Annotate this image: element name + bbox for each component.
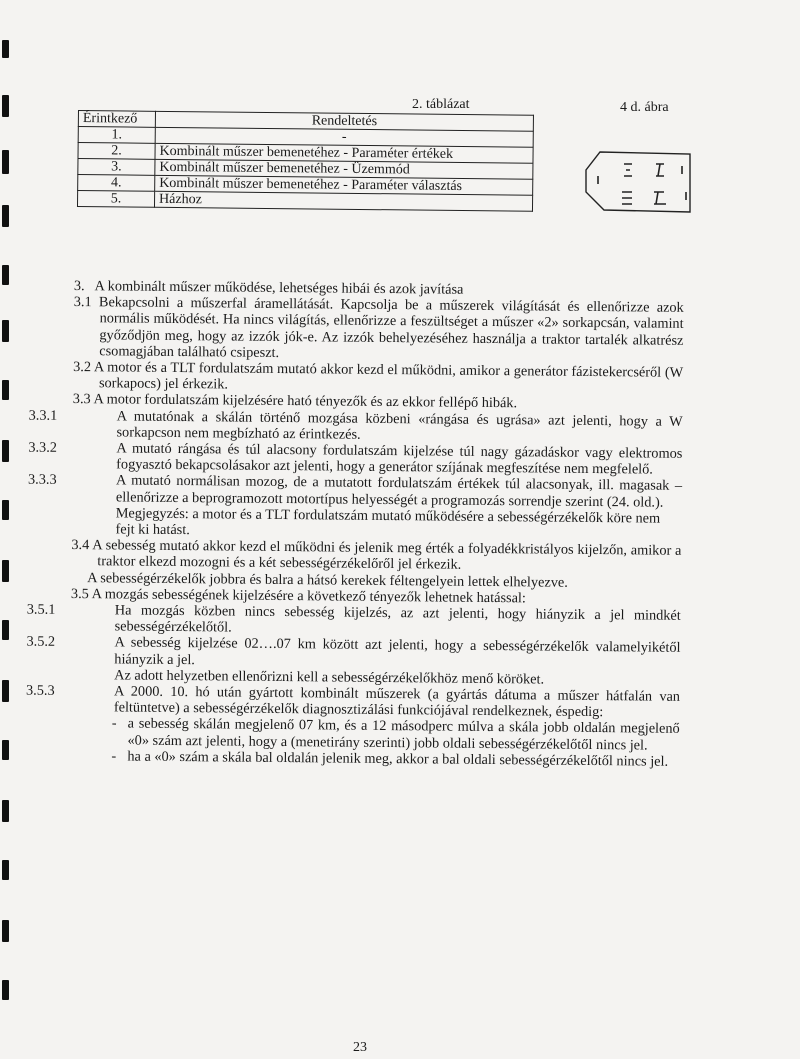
table-caption: 2. táblázat	[412, 97, 470, 112]
table-cell-desc: Kombinált műszer bemenetéhez - Üzemmód	[155, 159, 533, 179]
section-number: 3.2	[73, 359, 92, 376]
section-text: Ha mozgás közben nincs sebesség kijelzés, az azt jelenti, hogy hiányzik a jel mindkét sebességérzékelőtől.	[114, 602, 681, 636]
section-number: 3.5	[70, 585, 89, 603]
bullet-text: ha a «0» szám a skála bal oldalán jelenik meg, akkor a bal oldali sebességérzékelőtől nincs jel.	[127, 748, 669, 770]
section-number: 3.3	[72, 391, 91, 408]
section-number: 3.3.2	[28, 439, 58, 456]
table-cell-desc: Házhoz	[154, 191, 532, 211]
section-text: A sebesség mutató akkor kezd el működni és jelenik meg érték a folyadékkristályos kijelzőn, amikor a traktor elkezd mozogni és a két sebességérzékelőről jel érkezik.	[92, 537, 682, 574]
table-cell-num: 3.	[78, 159, 155, 176]
table-cell-num: 5.	[77, 191, 154, 208]
section-number: 3.1	[73, 294, 92, 311]
table-row	[77, 191, 532, 212]
section-text: A mutatónak a skálán történő mozgása közbeni «rángása és ugrása» azt jelenti, hogy a W sorkapcson nem megbízható az érintkezés.	[116, 408, 683, 443]
section-number: 3.3.3	[27, 472, 57, 489]
section-number: 3.5.1	[26, 601, 56, 618]
table-header-contact: Érintkező	[78, 111, 155, 128]
table-cell-desc: Kombinált műszer bemenetéhez - Paraméter értékek	[155, 143, 533, 163]
connector-table	[77, 110, 534, 212]
bullet-dash: -	[111, 748, 117, 765]
body-text	[25, 278, 684, 770]
table-header-purpose: Rendeltetés	[155, 111, 533, 131]
section-text: A sebesség kijelzése 02….07 km között azt jelenti, hogy a sebességérzékelők valamelyikétől hiányzik a jel.	[114, 634, 681, 668]
section-text: A 2000. 10. hó után gyártott kombinált műszerek (a gyártás dátuma a műszer hátfalán van feltüntetve) a sebességérzékelők diagnosztizálási funkciójával rendelkeznek, éspedig:	[113, 683, 681, 721]
section-text: A mutató normálisan mozog, de a mutatott fordulatszám értékek túl alacsonyak, ill. magasak – ellenőrizze a beprogramozott motortípus helyességét a programozás sorrendje szerint (24. old.).	[115, 472, 683, 511]
figure-caption: 4 d. ábra	[620, 100, 669, 115]
section-3-1	[73, 294, 684, 365]
section-number: 3.3.1	[28, 407, 58, 424]
section-text: A mutató rángása és túl alacsony fordulatszám kijelzése túl nagy gázadáskor vagy elektromos fogyasztó bekapcsolásakor azt jelenti, hogy a generátor szíjának megfeszítése nem megfelelő.	[116, 440, 683, 478]
section-number: 3.4	[71, 537, 90, 554]
section-number: 3.5.2	[26, 634, 56, 651]
table-cell-num: 1.	[78, 127, 155, 144]
page-number: 23	[353, 1040, 367, 1055]
section-text: A kombinált műszer működése, lehetséges hibái és azok javítása	[94, 278, 464, 298]
section-text: A mozgás sebességének kijelzésére a következő tényezők lehetnek hatással:	[91, 586, 526, 607]
section-3-3-3-note: Megjegyzés: a motor és a TLT fordulatszám mutató működésére a sebességérzékelők köre nem fejt ki hatást.	[115, 505, 661, 539]
section-text: Bekapcsolni a műszerfal áramellátását. Kapcsolja be a műszerek világítását és ellenőrizze azok normális működését. Ha nincs világítás, ellenőrizze a feszültséget a műszer «2» sorkapcsán, valamint győződjön meg, hogy az izzók jók-e. Az izzók behelyezéséhez használja a traktor tartalék alkatrész csomagjában található csipeszt.	[98, 294, 684, 361]
table-cell-desc: Kombinált műszer bemenetéhez - Paraméter választás	[155, 175, 533, 195]
table-cell-desc: -	[155, 127, 533, 147]
bullet-text: a sebesség skálán megjelenő 07 km, és a 12 másodperc múlva a skála jobb oldalán megjelenő «0» szám azt jelenti, hogy a (menetirány szerinti) jobb oldali sebességérzékelőtől nincs jel.	[127, 716, 680, 754]
section-number: 3.5.3	[25, 682, 55, 699]
section-3-4-note: A sebességérzékelők jobbra és balra a hátsó kerekek féltengelyein lettek elhelyezve.	[87, 569, 568, 591]
table-cell-num: 2.	[78, 143, 155, 160]
table-cell-num: 4.	[78, 175, 155, 192]
section-text: A motor fordulatszám kijelzésére ható tényezők és az ekkor fellépő hibák.	[93, 391, 518, 412]
section-text: A motor és a TLT fordulatszám mutató akkor kezd el működni, amikor a generátor fázistekercséről (W sorkapocs) jel érkezik.	[93, 359, 684, 393]
section-3-5-2-note: Az adott helyzetben ellenőrizni kell a sebességérzékelőkhöz menő köröket.	[114, 667, 545, 688]
bullet-dash: -	[111, 715, 117, 732]
connector-diagram-icon	[582, 148, 694, 214]
section-number: 3.	[73, 278, 85, 295]
